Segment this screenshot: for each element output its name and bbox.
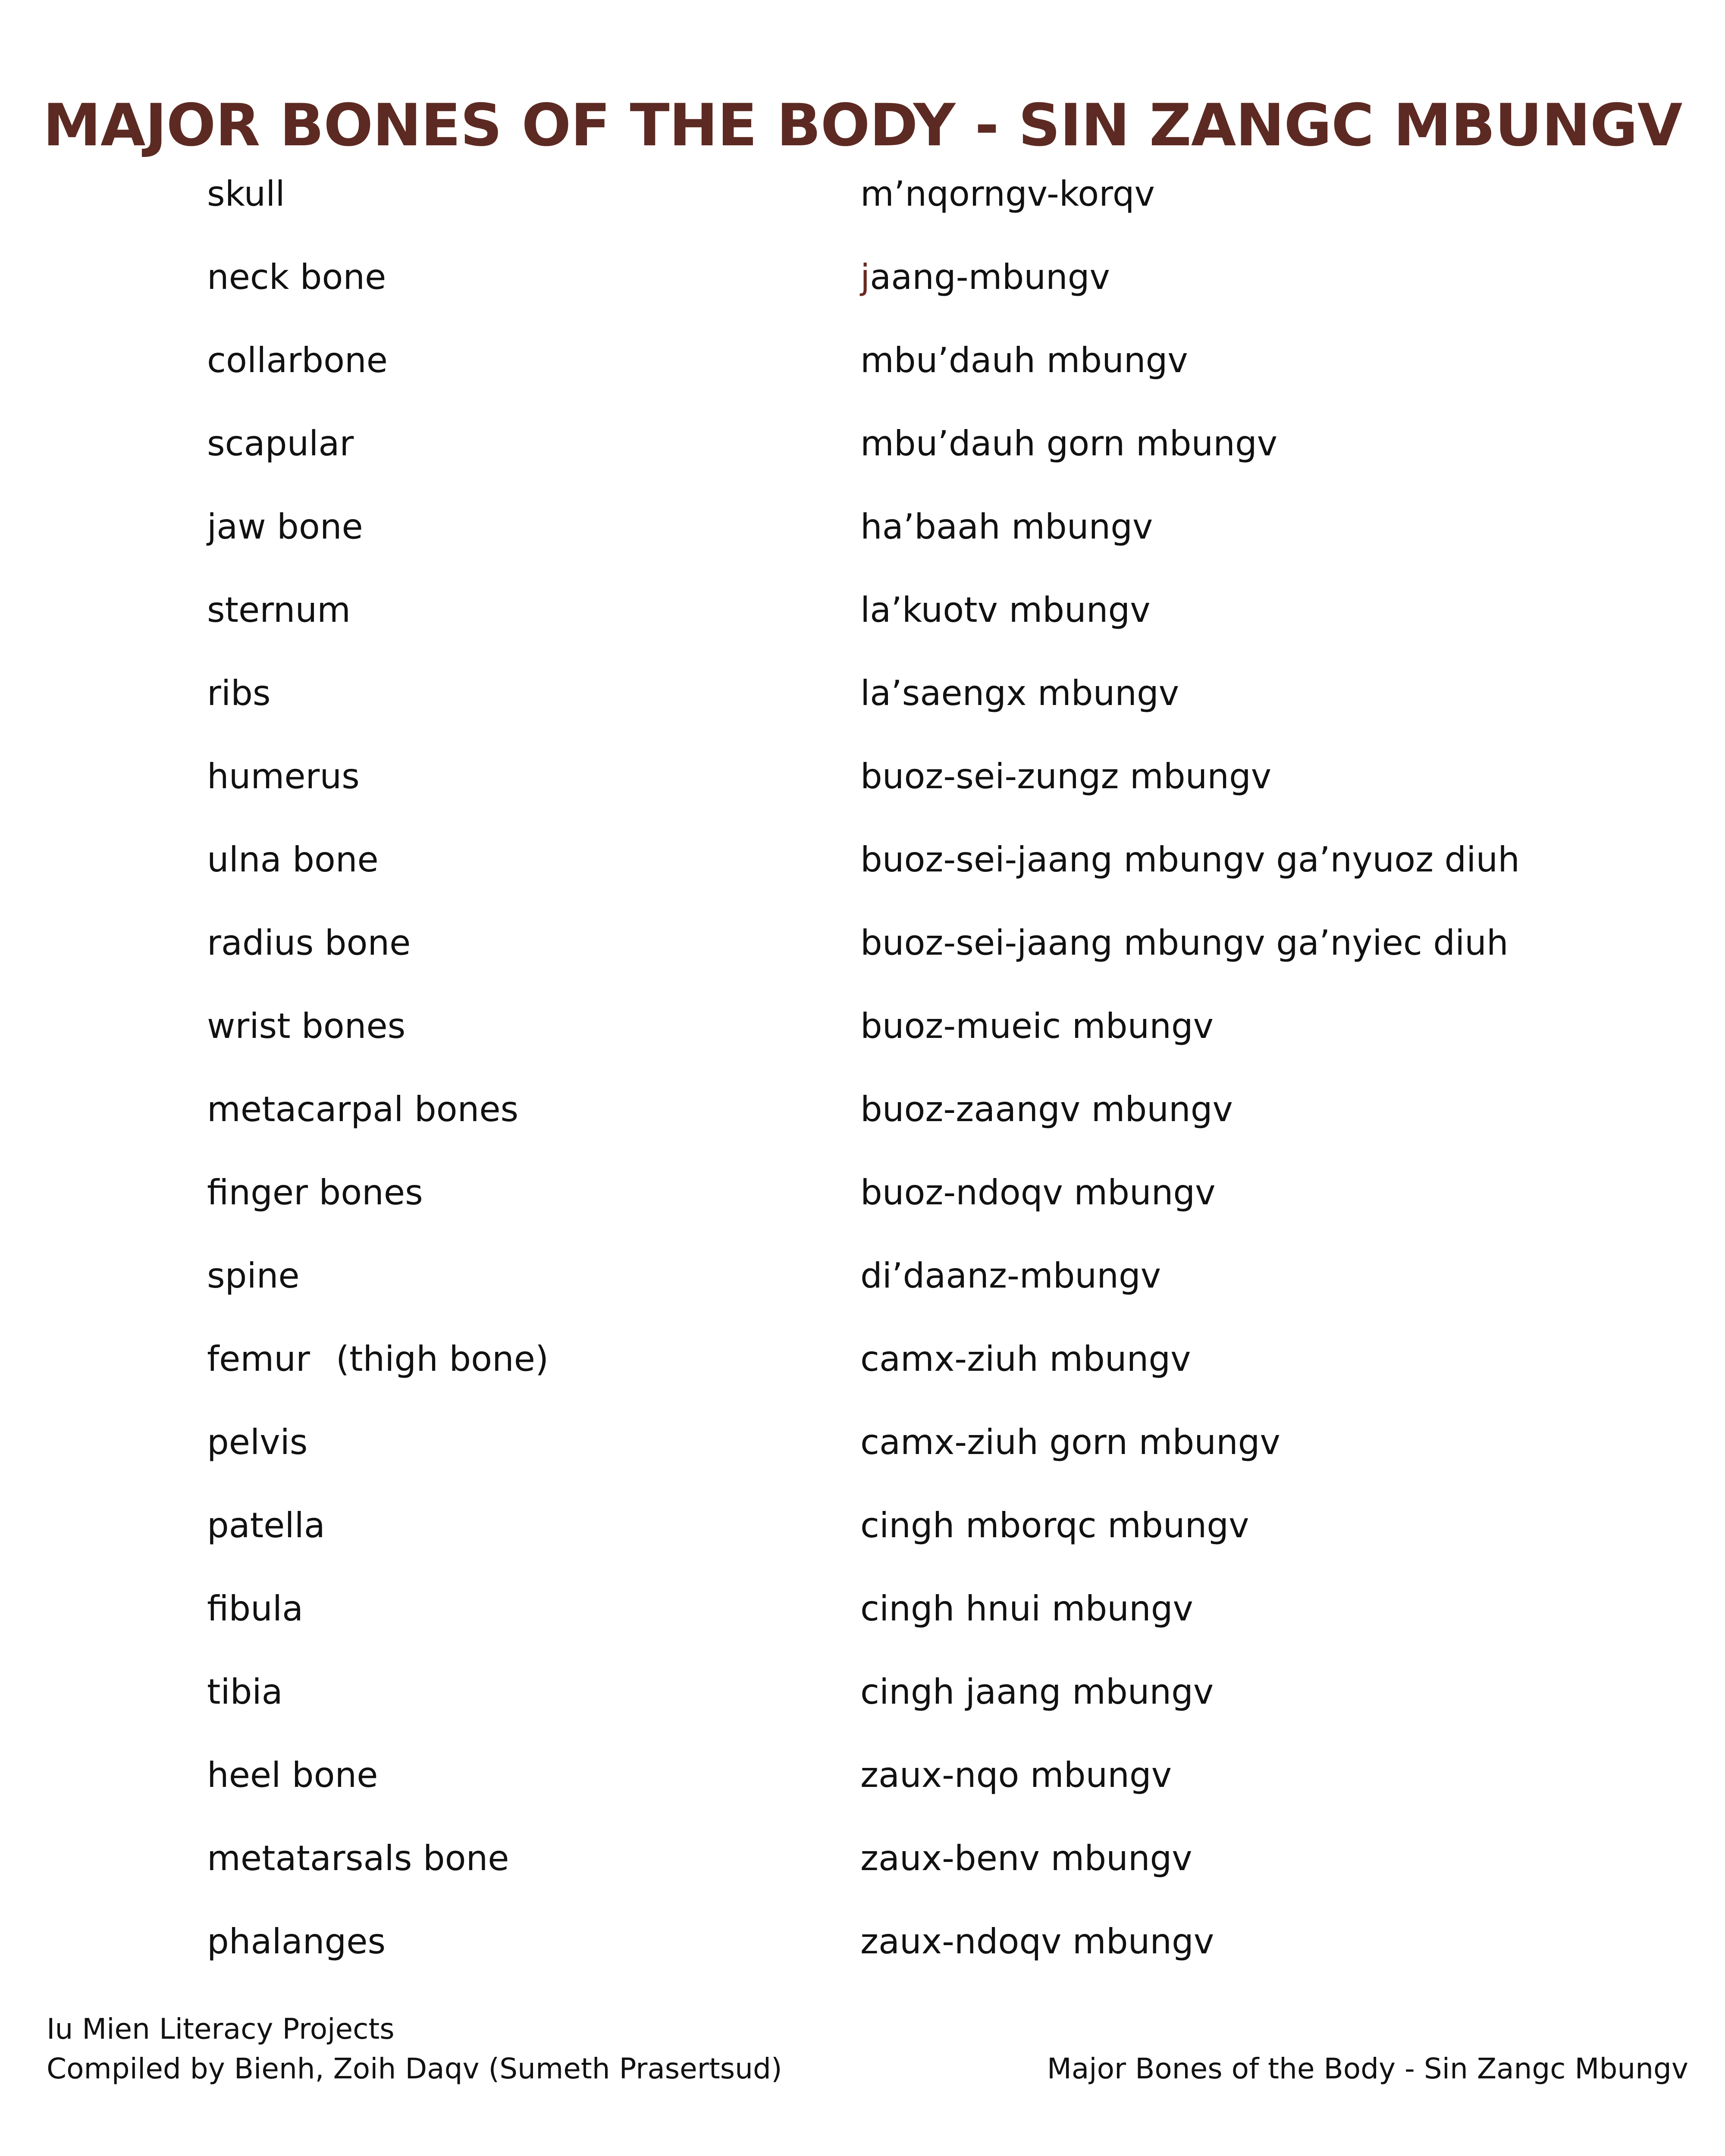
mien-term: buoz-sei-jaang mbungv ga’nyuoz diuh [860, 840, 1520, 880]
vocab-row [0, 755, 1725, 838]
mien-term: mbu’dauh gorn mbungv [860, 423, 1278, 464]
vocab-row [0, 1754, 1725, 1837]
vocab-row [0, 1088, 1725, 1171]
english-term [207, 1670, 283, 1714]
english-term [207, 505, 363, 548]
english-term [207, 1338, 549, 1381]
footer-organization: Iu Mien Literacy Projects [47, 2012, 395, 2046]
english-term [207, 1754, 378, 1797]
mien-term: cingh hnui mbungv [860, 1589, 1193, 1629]
english-term [207, 422, 354, 465]
mien-term: buoz-sei-jaang mbungv ga’nyiec diuh [860, 923, 1509, 963]
mien-term: camx-ziuh gorn mbungv [860, 1422, 1280, 1462]
english-term [207, 1504, 325, 1547]
english-term-text: femur [207, 1339, 310, 1379]
english-term-text: jaw bone [207, 507, 363, 547]
english-term-text: sternum [207, 590, 351, 630]
mien-term: buoz-ndoqv mbungv [860, 1172, 1216, 1213]
english-term-text: patella [207, 1505, 325, 1545]
vocab-row [0, 1421, 1725, 1504]
english-term [207, 1920, 386, 1963]
mien-term: buoz-mueic mbungv [860, 1006, 1214, 1046]
vocab-row [0, 589, 1725, 672]
mien-term: buoz-sei-zungz mbungv [860, 756, 1272, 796]
english-term-text: metatarsals bone [207, 1838, 509, 1878]
english-term-text: scapular [207, 423, 354, 464]
footer-document-title: Major Bones of the Body - Sin Zangc Mbungv [1047, 2052, 1688, 2085]
english-term [207, 589, 351, 632]
english-term-text: phalanges [207, 1921, 386, 1962]
english-term-text: finger bones [207, 1172, 423, 1213]
english-term-text: wrist bones [207, 1006, 406, 1046]
english-term [207, 672, 271, 715]
english-term [207, 1254, 300, 1297]
vocab-row [0, 1670, 1725, 1754]
english-term [207, 1837, 509, 1880]
mien-term: zaux-benv mbungv [860, 1838, 1192, 1878]
english-term [207, 172, 285, 216]
vocab-row [0, 1005, 1725, 1088]
vocab-row [0, 1920, 1725, 2003]
english-term-text: spine [207, 1256, 300, 1296]
english-term [207, 1171, 423, 1214]
english-term-text: neck bone [207, 257, 386, 297]
english-term [207, 1088, 518, 1131]
mien-term: cingh jaang mbungv [860, 1672, 1214, 1712]
vocabulary-list [0, 172, 1725, 2003]
mien-term: camx-ziuh mbungv [860, 1339, 1191, 1379]
footer-credits [47, 2009, 782, 2089]
mien-term: la’kuotv mbungv [860, 590, 1151, 630]
english-term-text: tibia [207, 1672, 283, 1712]
vocab-row [0, 1837, 1725, 1920]
mien-term: m’nqorngv-korqv [860, 174, 1155, 214]
vocab-row [0, 256, 1725, 339]
english-term-text: collarbone [207, 340, 388, 380]
vocab-row [0, 1504, 1725, 1587]
vocab-row [0, 422, 1725, 505]
english-term [207, 755, 360, 798]
vocab-row [0, 1254, 1725, 1338]
english-term-text: ulna bone [207, 840, 379, 880]
vocab-row [0, 838, 1725, 921]
english-term-text: heel bone [207, 1755, 378, 1795]
english-term [207, 339, 388, 382]
english-term-text: radius bone [207, 923, 411, 963]
english-term-note: (thigh bone) [336, 1339, 549, 1379]
mien-term: buoz-zaangv mbungv [860, 1089, 1233, 1129]
english-term-text: fibula [207, 1589, 304, 1629]
footer-compiler: Compiled by Bienh, Zoih Daqv (Sumeth Prasertsud) [47, 2052, 782, 2085]
vocab-row [0, 1587, 1725, 1670]
english-term [207, 838, 379, 881]
mien-term: jaang-mbungv [860, 257, 1110, 297]
vocab-row [0, 172, 1725, 256]
vocab-row [0, 1338, 1725, 1421]
english-term [207, 256, 386, 299]
mien-term: zaux-nqo mbungv [860, 1755, 1172, 1795]
mien-term: di’daanz-mbungv [860, 1256, 1161, 1296]
english-term [207, 1005, 405, 1048]
english-term [207, 1587, 303, 1630]
vocab-row [0, 672, 1725, 755]
vocab-row [0, 1171, 1725, 1254]
mien-term: zaux-ndoqv mbungv [860, 1921, 1214, 1962]
vocab-row [0, 505, 1725, 589]
vocab-row [0, 921, 1725, 1005]
english-term-text: humerus [207, 756, 360, 796]
english-term-text: pelvis [207, 1422, 308, 1462]
english-term-text: metacarpal bones [207, 1089, 519, 1129]
page-title: MAJOR BONES OF THE BODY - SIN ZANGC MBUNGV [43, 91, 1682, 160]
accent-letter: j [860, 257, 870, 297]
mien-term: ha’baah mbungv [860, 507, 1153, 547]
english-term-text: skull [207, 174, 285, 214]
english-term [207, 1421, 307, 1464]
mien-term: cingh mborqc mbungv [860, 1505, 1249, 1545]
vocab-row [0, 339, 1725, 422]
english-term-text: ribs [207, 673, 271, 713]
mien-term: mbu’dauh mbungv [860, 340, 1188, 380]
english-term [207, 921, 411, 965]
mien-term: la’saengx mbungv [860, 673, 1179, 713]
